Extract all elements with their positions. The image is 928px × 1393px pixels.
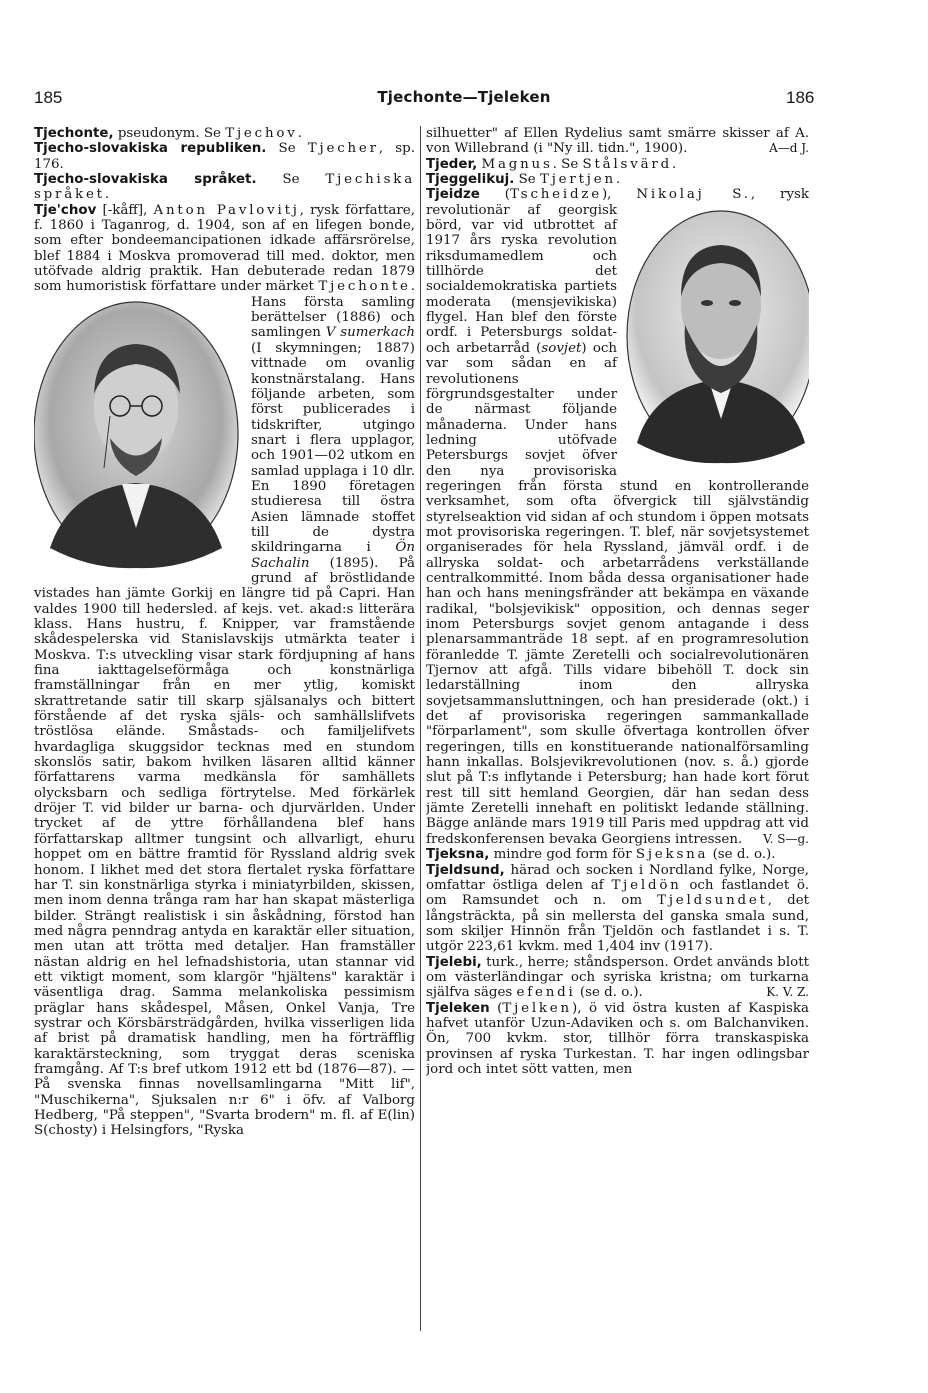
entry-tjecho-slovakiska-spraket: Tjecho-slovakiska språket. Se Tjechiska språket. [34,172,415,203]
page-number-left: 185 [34,88,63,107]
cross-reference: efendi [516,985,576,1001]
pseudonym: Tjechonte [318,279,411,295]
left-column [34,126,415,1331]
entry-tjeggelikuj: Tjeggelikuj. Se Tjertjen. [426,172,621,188]
person-name: Anton Pavlovitj [153,202,300,218]
page-header [0,88,928,112]
cross-reference: Tjecher [307,141,379,157]
headword: Tjeldsund, [426,862,505,878]
cross-reference: Tjechiska språket [34,172,415,203]
entry-tjeleken: Tjeleken (Tjelken), ö vid östra kusten af Kaspiska hafvet utanför Uzun-Adaviken och s. om Balchanviken. Ön, 700 kvkm. stor, tillhör förra transkaspiska provinsen af ryska Turkestan. T. har ingen odlingsbar jord och intet sött vatten, men [426,1000,809,1077]
headword: Tjelebi, [426,954,482,970]
term-italic: sovjet [541,340,582,356]
headword: Tjecho-slovakiska språket. [34,172,257,188]
person-name: Nikolaj S. [636,187,751,203]
entry-tjeidze: Tjeidze (Tscheidze), Nikolaj S. , rysk revolutionär af georgisk börd, var vid utbrottet af 1917 års ryska revolution riksdumamedlem och tillhörde det socialdemokratiska partiets moderata (mensjevikiska) flygel. Han blef den förste ordf. i Petersburgs soldat- och arbetarråd (sovjet) och var som sådan en af revolutionens förgrundsgestalter under de närmast följande månaderna. Under hans ledning utöfvade Petersburgs sovjet öfver den nya provisoriska regeringen från första stund en kontrollerande verksamhet, som ofta öfvergick till självständig styrelseaktion vid sidan af och stundom i öppen motsats mot provisoriska regeringen. T. blef, när sovjetsystemet organiserades för hela Ryssland, jämväl ordf. i de allryska soldat- och arbetarrådens verkställande centralkommitté. Inom båda dessa organisationer hade han och hans meningsfränder att bekämpa en växande radikal, "bolsjevikisk" opposition, och dennas seger inom Petersburgs sovjet genom antagande i dess plenarsammanträde 18 sept. af en programresolution föranledde T. jämte Zeretelli och socialrevolutionären Tjernov att afgå. Tills vidare bibehöll T. dock sin ledarställning inom den allryska sovjetsammansluttningen, och han presiderade (okt.) i det af provisoriska regeringen sammankallade "förparlament", som skulle öfvertaga kontrollen öfver regeringen, tills en konstituerande nationalförsamling hann inkallas. Bolsjevikrevolutionen (nov. s. å.) gjorde slut på T:s inflytande i Petersburg; han hade kort förut rest till sitt hemland Georgien, där han sedan dess jämte Zeretelli innehaft en politiskt ledande ställning. Bägge anlände mars 1919 till Paris med uppdrag att vid fredskonferensen bevaka Georgiens intressen. V. S—g. [426,187,809,847]
cross-reference: Magnus [481,156,553,172]
cross-reference: Tjeldön [611,877,682,893]
alt-spelling: Tjelken [502,1000,572,1016]
headword: Tjechonte, [34,126,114,141]
headword: Tjecho-slovakiska republiken. [34,141,267,157]
entry-tjechov: Tje'chov [-kåff], Anton Pavlovitj, rysk författare, f. 1860 i Taganrog, d. 1904, son af en lifegen bonde, som efter bondeemancipationen idkade affärsrörelse, blef 1884 i Moskva promoverad till med. doktor, men utöfvade aldrig praktik. Han debuterade redan 1879 som humoristisk författare under märket Tjechonte. Hans första samling berättelser (1886) och samlingen V sumerkach (I skymningen; 1887) vittnade om ovanlig konstnärstalang. Hans följande arbeten, som först publicerades i tidskrifter, utgingo snart i flera upplagor, och 1901—02 utkom en samlad upplaga i 10 dlr. En 1890 företagen studieresa till östra Asien lämnade stoffet till de dystra skildringarna i Ön Sachalin (1895). På grund af bröstlidande vistades han jämte Gorkij en längre tid på Capri. Han valdes 1900 till hedersled. af kejs. vet. akad:s litterära klass. Hans hustru, f. Knipper, var framstående skådespelerska vid Stanislavskijs utmärkta teater i Moskva. T:s utveckling visar stark fördjupning af hans fina iakttagelseförmåga och konstnärliga framställningar från en mer ytlig, komiskt skrattretande satir till skarp själsanalys och bittert förstående af det ryska själs- och samhällslifvets tröstlösa elände. Småstads- och familjelifvets hvardagliga skuggsidor tecknas med en stundom skonslös satir, bakom hvilken läsaren alltid känner författarens varma medkänsla för samhällets olycksbarn och sedliga förtrytelse. Med förkärlek dröjer T. vid bilder ur barna- och djurvärlden. Under trycket af de yttre förhållandena blef hans författarskap alltmer tungsint och allvarligt, ehuru hoppet om en bättre framtid för Ryssland aldrig svek honom. I likhet med det stora flertalet ryska författare har T. sin konstnärliga styrka i miniatyrbilden, skissen, men inom denna trånga ram har han skapat mästerliga bilder. Strängt realistisk i sin åskådning, förstod han med några penndrag antyda en karaktär eller situation, men utan att trötta med detaljer. Han framställer nästan aldrig en hel lefnadshistoria, utan stannar vid ett viktigt moment, som klargör "hjältens" karaktär i väsentliga drag. Samma melankoliska pessimism präglar hans skådespel, Måsen, Onkel Vanja, Tre systrar och Körsbärsträdgården, hvilka visserligen lida af brist på dramatisk handling, men ha förträfflig karaktärsteckning, som tryggat deras sceniska framgång. Af T:s bref utkom 1912 ett bd (1876—87). — På svenska finnas novellsamlingarna "Mitt lif", "Muschikerna", Sjuksalen n:r 6" i öfv. af Valborg Hedberg, "På steppen", "Svarta brodern" m. fl. af E(lin) S(chosty) i Helsingfors, "Ryska [34,203,415,1139]
entry-tjecho-slovakiska-republiken: Tjecho-slovakiska republiken. Se Tjecher, sp. 176. [34,141,415,172]
alt-spelling: Tscheidze [510,187,602,203]
headword: Tjeleken [426,1000,490,1016]
running-title: Tjechonte—Tjeleken [377,88,551,106]
headword: Tjeksna, [426,847,490,863]
author-signature: V. S—g. [763,831,809,846]
cross-reference: Tjertjen [539,172,616,188]
headword: Tjeidze [426,187,480,203]
entry-tjechonte: Tjechonte, pseudonym. Se Tjechov. [34,126,302,141]
headword: Tjeder, [426,156,478,172]
author-signature: A—d J. [769,141,809,156]
entry-tjeldsund: Tjeldsund, härad och socken i Nordland fylke, Norge, omfattar östliga delen af Tjeldön och fastlandet ö. om Ramsundet och n. om Tjeldsundet, det långsträckta, på sin mellersta del ganska smala sund, som skiljer Hinnön från Tjeldön och fastlandet i s. T. utgör 223,61 kvkm. med 1,404 inv (1917). [426,862,809,955]
cross-reference: Sjeksna [635,847,709,863]
entry-tjeder: Tjeder, Magnus. Se Stålsvärd. [426,156,677,172]
work-title: Ön Sachalin [251,540,415,571]
entry-continuation: silhuetter" af Ellen Rydelius samt smärre skisser af A. von Willebrand (i "Ny ill. tidn.", 1900). A—d J. [426,126,809,157]
headword: Tjeggelikuj. [426,172,515,188]
entry-tjeksna: Tjeksna, mindre god form för Sjeksna (se d. o.). [426,847,776,863]
entry-tjelebi: Tjelebi, turk., herre; ståndsperson. Ordet används blott om västerländingar och syriska kristna; om turkarna själfva säges efendi (se d. o.). K. V. Z. [426,954,809,1001]
column-divider [420,126,421,1331]
author-signature: K. V. Z. [766,985,809,1000]
cross-reference: Stålsvärd [582,156,672,172]
cross-reference: Tjechov [225,126,298,141]
cross-reference: Tjeldsundet [657,893,768,909]
page-number-right: 186 [786,88,815,107]
right-column [426,126,809,1331]
portrait-photo-tjechov [34,298,242,570]
work-title: V sumerkach [325,325,415,341]
portrait-photo-tjeidze [623,207,809,465]
headword: Tje'chov [34,202,97,218]
